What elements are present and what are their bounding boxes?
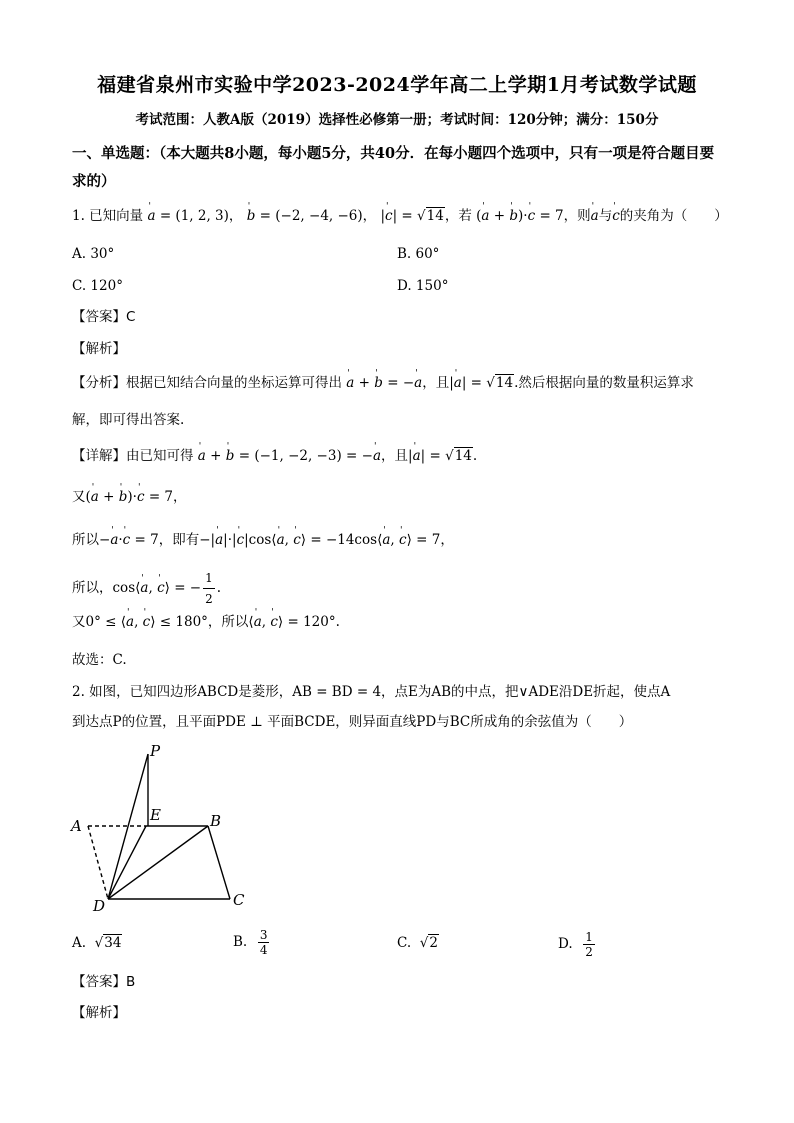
q1-detail-1: 【详解】由已知可得 ' a + ' b = (−1, −2, −3) = −' a，且|' a| = √14.	[72, 446, 477, 466]
q1-fenxi-cont: 解，即可得出答案.	[72, 412, 185, 428]
page-title: 福建省泉州市实验中学2023-2024学年高二上学期1月考试数学试题	[97, 74, 697, 96]
q2-option-c: C. √2	[397, 935, 438, 951]
label-b: B	[210, 812, 222, 830]
q1-detail-3: 所以−' a·' c = 7，即有−|' a|·|' c|cos⟨' a, ' c⟩ = −14cos⟨' a, ' c⟩ = 7，	[72, 530, 454, 550]
q2-analysis-label: 【解析】	[72, 1005, 126, 1021]
q1-detail-4: 所以，cos⟨' a, ' c⟩ = − $\frac{1}{2}$ .	[72, 568, 221, 609]
label-e: E	[150, 806, 161, 824]
q1-analysis-label: 【解析】	[72, 341, 126, 357]
q1-fenxi: 【分析】根据已知结合向量的坐标运算可得出 ' a + ' b = −' a，且|' a| = √14.然后根据向量的数量积运算求	[72, 373, 694, 393]
label-c: C	[233, 891, 245, 909]
q2-stem-line2: 到达点P的位置，且平面PDE ⊥ 平面BCDE，则异面直线PD与BC所成角的余弦值为（ ）	[72, 714, 633, 730]
q1-answer: 【答案】C	[72, 309, 136, 325]
label-a: A	[71, 817, 82, 835]
q2-option-b: B. $\frac{3}{4}$	[233, 928, 268, 957]
q1-stem: 1. 已知向量 ' a = (1, 2, 3)， ' b = (−2, −4, −6)， |' c| = √14，若 (' a + ' b)·' c = 7，则' a与' c的夹角为（ ）	[72, 206, 728, 226]
q1-detail-5: 又0° ≤ ⟨' a, ' c⟩ ≤ 180°，所以⟨' a, ' c⟩ = 120°.	[72, 612, 340, 632]
q1-choose: 故选：C.	[72, 652, 127, 668]
q2-option-d: D. $\frac{1}{2}$	[558, 930, 593, 959]
q1-option-a: A. 30°	[72, 246, 115, 262]
label-d: D	[93, 897, 106, 915]
q1-option-d: D. 150°	[397, 278, 449, 294]
q2-figure	[60, 740, 260, 915]
q1-option-c: C. 120°	[72, 278, 123, 294]
section-heading: 一、单选题：（本大题共8小题，每小题5分，共40分．在每小题四个选项中，只有一项是符合题目要求的）	[72, 145, 715, 190]
exam-info: 考试范围：人教A版（2019）选择性必修第一册；考试时间：120分钟；满分：150分	[135, 112, 659, 128]
label-p: P	[150, 742, 161, 760]
q2-option-a: A. √34	[72, 935, 122, 951]
q1-option-b: B. 60°	[397, 246, 440, 262]
q2-stem-line1: 2. 如图，已知四边形ABCD是菱形，AB = BD = 4，点E为AB的中点，把∨ADE沿DE折起，使点A	[72, 684, 671, 700]
q1-detail-2: 又(' a + ' b)·' c = 7，	[72, 487, 187, 507]
q2-answer: 【答案】B	[72, 974, 136, 990]
